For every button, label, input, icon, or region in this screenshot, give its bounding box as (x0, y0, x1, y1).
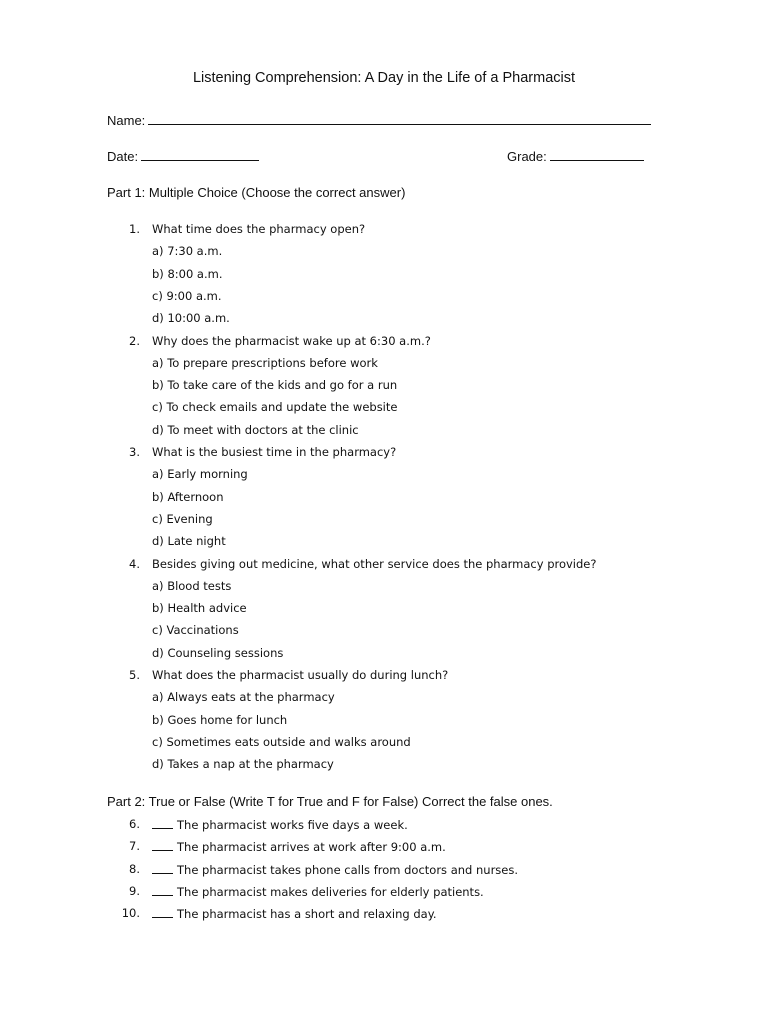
grade-blank[interactable] (550, 148, 644, 161)
answer-option[interactable]: d) Takes a nap at the pharmacy (152, 757, 334, 772)
answer-option[interactable]: b) Health advice (152, 601, 247, 616)
statement-text: The pharmacist makes deliveries for elderly patients. (177, 884, 484, 899)
question-text: What does the pharmacist usually do during lunch? (152, 668, 449, 682)
answer-option[interactable]: c) Evening (152, 511, 213, 526)
answer-option[interactable]: d) To meet with doctors at the clinic (152, 422, 359, 437)
answer-option[interactable]: c) 9:00 a.m. (152, 288, 222, 303)
name-field[interactable] (107, 112, 651, 128)
answer-option[interactable]: b) Afternoon (152, 489, 224, 504)
date-label: Date: (107, 149, 139, 164)
statement-text-wrap (152, 862, 518, 877)
statement-text-wrap (152, 839, 446, 854)
answer-option[interactable]: a) To prepare prescriptions before work (152, 355, 378, 370)
statement-text: The pharmacist takes phone calls from doctors and nurses. (177, 862, 519, 877)
part1-heading: Part 1: Multiple Choice (Choose the correct answer) (107, 185, 406, 200)
date-blank[interactable] (141, 148, 259, 161)
answer-blank[interactable] (152, 839, 173, 851)
statement-text: The pharmacist works five days a week. (177, 818, 408, 832)
answer-option[interactable]: d) Late night (152, 534, 226, 549)
statement-text: The pharmacist arrives at work after 9:00 a.m. (177, 840, 446, 855)
answer-option[interactable]: d) 10:00 a.m. (152, 311, 230, 326)
statement-text-wrap (152, 817, 408, 832)
answer-option[interactable]: b) 8:00 a.m. (152, 266, 223, 281)
answer-option[interactable]: c) Sometimes eats outside and walks around (152, 734, 411, 749)
answer-option[interactable]: c) To check emails and update the website (152, 400, 398, 415)
statement-text-wrap (152, 884, 484, 899)
answer-option[interactable]: a) 7:30 a.m. (152, 244, 223, 259)
answer-option[interactable]: b) To take care of the kids and go for a run (152, 378, 398, 393)
question-number: 2. (129, 333, 140, 348)
answer-option[interactable]: a) Blood tests (152, 578, 232, 593)
question-number: 5. (129, 668, 140, 682)
answer-blank[interactable] (152, 906, 173, 918)
statement-number: 10. (121, 906, 140, 921)
answer-option[interactable]: a) Always eats at the pharmacy (152, 690, 335, 705)
answer-blank[interactable] (152, 884, 173, 896)
grade-label: Grade: (507, 149, 547, 164)
worksheet-title: Listening Comprehension: A Day in the Life of a Pharmacist (192, 70, 576, 86)
question-number: 3. (129, 445, 140, 459)
answer-option[interactable]: b) Goes home for lunch (152, 712, 288, 727)
answer-option[interactable]: a) Early morning (152, 467, 248, 482)
answer-blank[interactable] (152, 862, 173, 874)
question-text: Why does the pharmacist wake up at 6:30 a.m.? (152, 333, 431, 348)
answer-option[interactable]: c) Vaccinations (152, 623, 239, 638)
question-text: Besides giving out medicine, what other service does the pharmacy provide? (152, 556, 597, 571)
question-number: 4. (129, 556, 140, 571)
part2-heading: Part 2: True or False (Write T for True and F for False) Correct the false ones. (107, 794, 553, 809)
question-number: 1. (129, 222, 140, 236)
statement-number: 9. (129, 883, 140, 898)
answer-blank[interactable] (152, 817, 173, 829)
question-text: What is the busiest time in the pharmacy? (152, 445, 397, 459)
statement-number: 7. (129, 839, 140, 854)
name-blank[interactable] (148, 112, 651, 125)
date-field[interactable] (107, 148, 259, 164)
statement-number: 6. (129, 817, 140, 831)
name-label: Name: (107, 113, 146, 128)
answer-option[interactable]: d) Counseling sessions (152, 645, 284, 660)
statement-text: The pharmacist has a short and relaxing day. (177, 907, 437, 922)
question-text: What time does the pharmacy open? (152, 222, 366, 236)
grade-field[interactable] (507, 148, 644, 164)
statement-text-wrap (152, 906, 437, 921)
statement-number: 8. (129, 861, 140, 876)
